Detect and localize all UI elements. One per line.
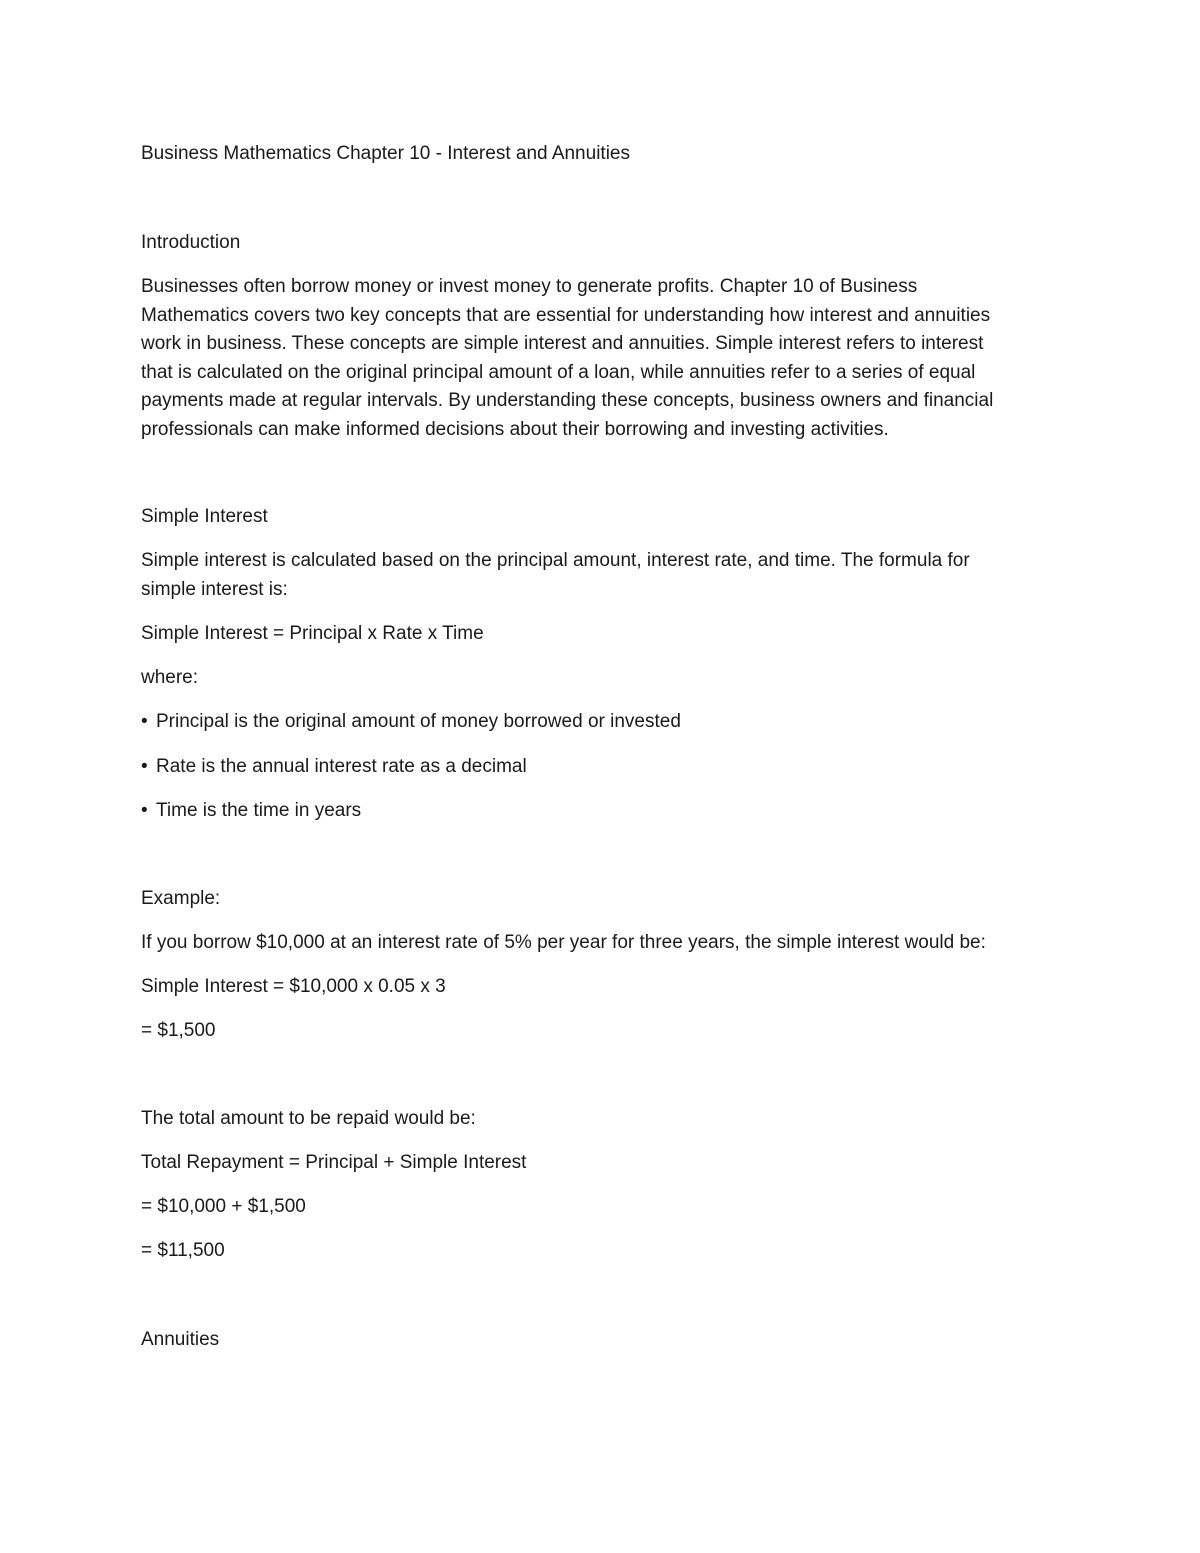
document-title: Business Mathematics Chapter 10 - Interest and Annuities [141, 143, 630, 164]
intro-line: payments made at regular intervals. By understanding these concepts, business owners and financial [141, 390, 994, 411]
example-result: = $1,500 [141, 1020, 216, 1041]
intro-line: Mathematics covers two key concepts that are essential for understanding how interest and annuities [141, 304, 991, 326]
list-item [141, 753, 527, 782]
annuities-heading: Annuities [141, 1329, 220, 1350]
intro-heading: Introduction [141, 232, 241, 253]
list-item [141, 708, 681, 737]
bullet-icon: • [141, 756, 148, 777]
total-intro: The total amount to be repaid would be: [141, 1108, 476, 1129]
simple-interest-line: Simple interest is calculated based on the principal amount, interest rate, and time. The formula for [141, 550, 970, 571]
example-text: If you borrow $10,000 at an interest rate of 5% per year for three years, the simple interest would be: [141, 932, 986, 953]
where-label: where: [141, 667, 199, 688]
simple-interest-line: simple interest is: [141, 579, 288, 600]
bullet-icon: • [141, 800, 148, 821]
intro-line: Businesses often borrow money or invest money to generate profits. Chapter 10 of Business [141, 276, 918, 297]
list-item-text: Rate is the annual interest rate as a decimal [156, 756, 527, 777]
intro-line: that is calculated on the original principal amount of a loan, while annuities refer to a series of equal [141, 361, 976, 383]
simple-interest-heading: Simple Interest [141, 506, 268, 527]
list-item [141, 797, 361, 826]
list-item-text: Time is the time in years [156, 800, 362, 821]
example-heading: Example: [141, 888, 221, 909]
simple-interest-formula: Simple Interest = Principal x Rate x Time [141, 623, 484, 644]
intro-line: work in business. These concepts are simple interest and annuities. Simple interest refers to interest [141, 333, 984, 354]
total-result: = $11,500 [141, 1240, 225, 1261]
example-calculation: Simple Interest = $10,000 x 0.05 x 3 [141, 976, 446, 997]
bullet-icon: • [141, 711, 148, 732]
intro-line: professionals can make informed decisions about their borrowing and investing activities. [141, 418, 889, 440]
total-calculation: = $10,000 + $1,500 [141, 1196, 306, 1217]
list-item-text: Principal is the original amount of money borrowed or invested [156, 711, 681, 732]
total-formula: Total Repayment = Principal + Simple Interest [141, 1152, 527, 1173]
